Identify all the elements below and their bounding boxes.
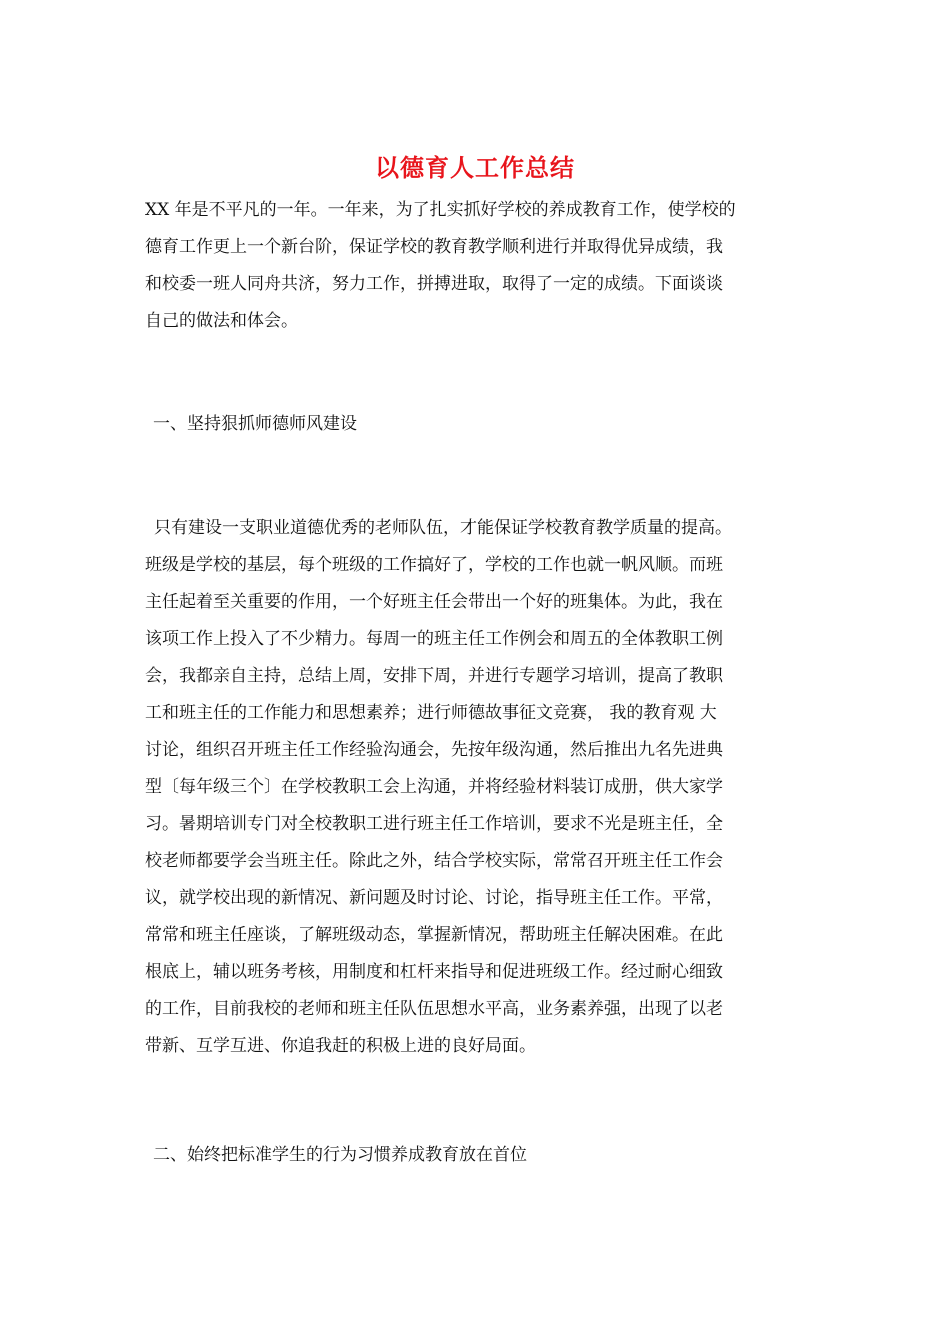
paragraph-line: 德育工作更上一个新台阶，保证学校的教育教学顺利进行并取得优异成绩，我 bbox=[145, 237, 723, 257]
section-heading-1: 一、坚持狠抓师德师风建设 bbox=[153, 414, 357, 434]
paragraph-line: 主任起着至关重要的作用，一个好班主任会带出一个好的班集体。为此，我在 bbox=[145, 592, 723, 612]
section-heading-2: 二、始终把标准学生的行为习惯养成教育放在首位 bbox=[153, 1145, 527, 1165]
paragraph-line: 常常和班主任座谈，了解班级动态，掌握新情况，帮助班主任解决困难。在此 bbox=[145, 925, 723, 945]
paragraph-line: 该项工作上投入了不少精力。每周一的班主任工作例会和周五的全体教职工例 bbox=[145, 629, 723, 649]
paragraph-line: 议，就学校出现的新情况、新问题及时讨论、讨论，指导班主任工作。平常， bbox=[145, 888, 723, 908]
paragraph-line: 班级是学校的基层，每个班级的工作搞好了，学校的工作也就一帆风顺。而班 bbox=[145, 555, 723, 575]
paragraph-line: 只有建设一支职业道德优秀的老师队伍，才能保证学校教育教学质量的提高。 bbox=[154, 518, 732, 538]
paragraph-line: 习。暑期培训专门对全校教职工进行班主任工作培训，要求不光是班主任，全 bbox=[145, 814, 723, 834]
paragraph-line: 带新、互学互进、你追我赶的积极上进的良好局面。 bbox=[145, 1036, 536, 1056]
paragraph-line: 型〔每年级三个〕在学校教职工会上沟通，并将经验材料装订成册，供大家学 bbox=[145, 777, 723, 797]
paragraph-line: 根底上，辅以班务考核，用制度和杠杆来指导和促进班级工作。经过耐心细致 bbox=[145, 962, 723, 982]
document-title: 以德育人工作总结 bbox=[375, 153, 575, 182]
paragraph-line: 工和班主任的工作能力和思想素养；进行师德故事征文竞赛， 我的教育观 大 bbox=[145, 703, 717, 723]
intro-paragraph bbox=[145, 192, 807, 340]
paragraph-line: XX 年是不平凡的一年。一年来，为了扎实抓好学校的养成教育工作，使学校的 bbox=[145, 200, 736, 220]
paragraph-line: 会，我都亲自主持，总结上周，安排下周，并进行专题学习培训，提高了教职 bbox=[145, 666, 723, 686]
paragraph-line: 的工作，目前我校的老师和班主任队伍思想水平高，业务素养强，出现了以老 bbox=[145, 999, 723, 1019]
paragraph-line: 讨论，组织召开班主任工作经验沟通会，先按年级沟通，然后推出九名先进典 bbox=[145, 740, 723, 760]
paragraph-line: 自己的做法和体会。 bbox=[145, 311, 298, 331]
paragraph-line: 校老师都要学会当班主任。除此之外，结合学校实际，常常召开班主任工作会 bbox=[145, 851, 723, 871]
section-1-paragraph bbox=[145, 510, 807, 1065]
paragraph-line: 和校委一班人同舟共济，努力工作，拼搏进取，取得了一定的成绩。下面谈谈 bbox=[145, 274, 723, 294]
